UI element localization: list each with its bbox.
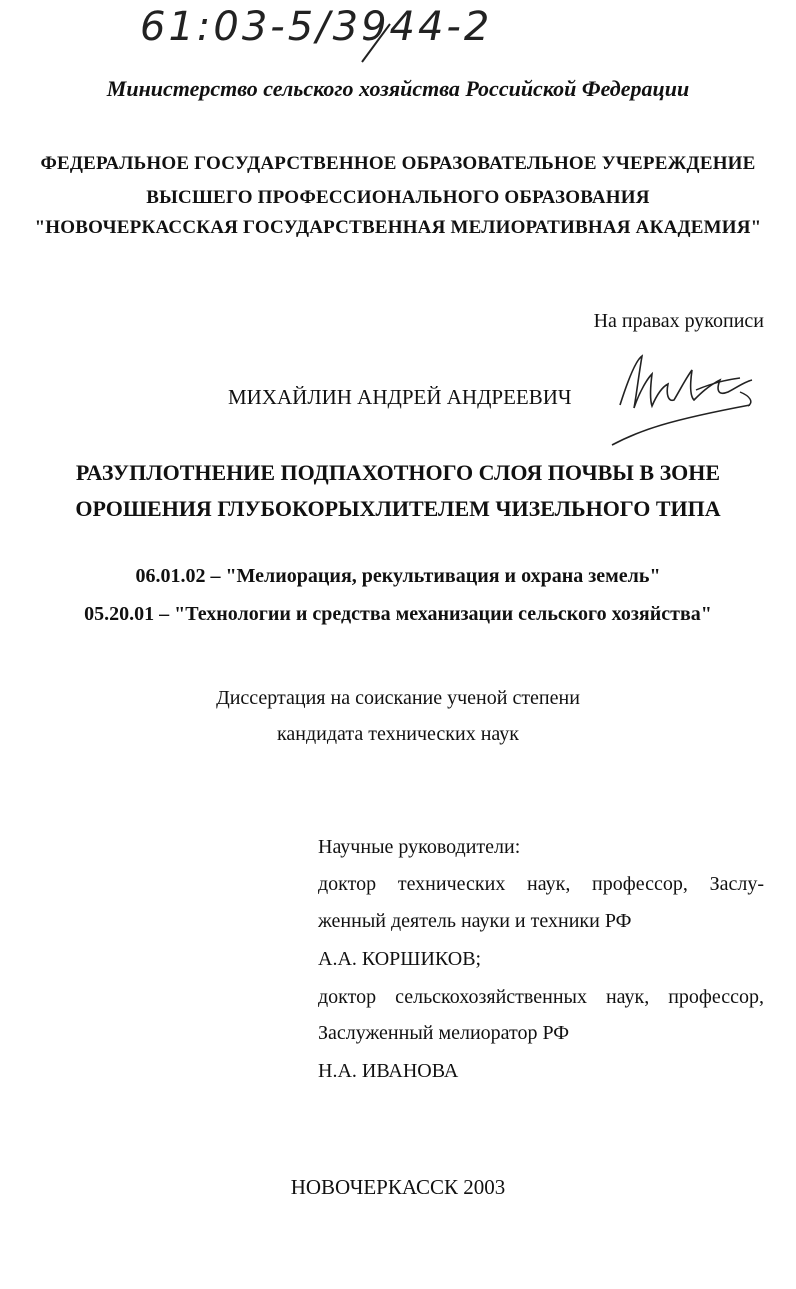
supervisor-1-degree: доктор технических наук, профессор, Заслу-	[318, 873, 764, 895]
supervisor-2-degree: доктор сельскохозяйственных наук, профессор,	[318, 986, 764, 1008]
title-line-1: РАЗУПЛОТНЕНИЕ ПОДПАХОТНОГО СЛОЯ ПОЧВЫ В ЗОНЕ	[75, 460, 721, 485]
archive-code-strokes	[140, 4, 600, 64]
title-line-2: ОРОШЕНИЯ ГЛУБОКОРЫХЛИТЕЛЕМ ЧИЗЕЛЬНОГО ТИПА	[75, 496, 721, 521]
ministry-line: Министерство сельского хозяйства Российской Федерации	[106, 76, 690, 101]
supervisor-2-name: Н.А. ИВАНОВА	[318, 1060, 459, 1082]
city-year: НОВОЧЕРКАССК 2003	[290, 1175, 506, 1199]
supervisor-1-title: женный деятель науки и техники РФ	[318, 910, 632, 932]
institution-line-2: ВЫСШЕГО ПРОФЕССИОНАЛЬНОГО ОБРАЗОВАНИЯ	[146, 187, 650, 208]
specialty-line-1: 06.01.02 – "Мелиорация, рекультивация и охрана земель"	[135, 565, 661, 587]
dissertation-line-1: Диссертация на соискание ученой степени	[216, 687, 580, 709]
supervisor-2-title: Заслуженный мелиоратор РФ	[318, 1022, 570, 1044]
archive-code-text: 61:03-5/3944-2	[140, 4, 493, 50]
handwritten-archive-code	[140, 4, 600, 64]
specialty-line-2: 05.20.01 – "Технологии и средства механизации сельского хозяйства"	[84, 603, 712, 625]
institution-line-1: ФЕДЕРАЛЬНОЕ ГОСУДАРСТВЕННОЕ ОБРАЗОВАТЕЛЬНОЕ УЧЕРЕЖДЕНИЕ	[40, 153, 756, 174]
author-name: МИХАЙЛИН АНДРЕЙ АНДРЕЕВИЧ	[228, 385, 572, 409]
supervisor-1-name: А.А. КОРШИКОВ;	[318, 948, 482, 970]
rights-note: На правах рукописи	[593, 310, 764, 332]
dissertation-line-2: кандидата технических наук	[276, 723, 520, 745]
institution-line-3: "НОВОЧЕРКАССКАЯ ГОСУДАРСТВЕННАЯ МЕЛИОРАТИВНАЯ АКАДЕМИЯ"	[34, 217, 762, 238]
author-signature	[600, 350, 770, 450]
supervisors-heading: Научные руководители:	[318, 836, 521, 858]
